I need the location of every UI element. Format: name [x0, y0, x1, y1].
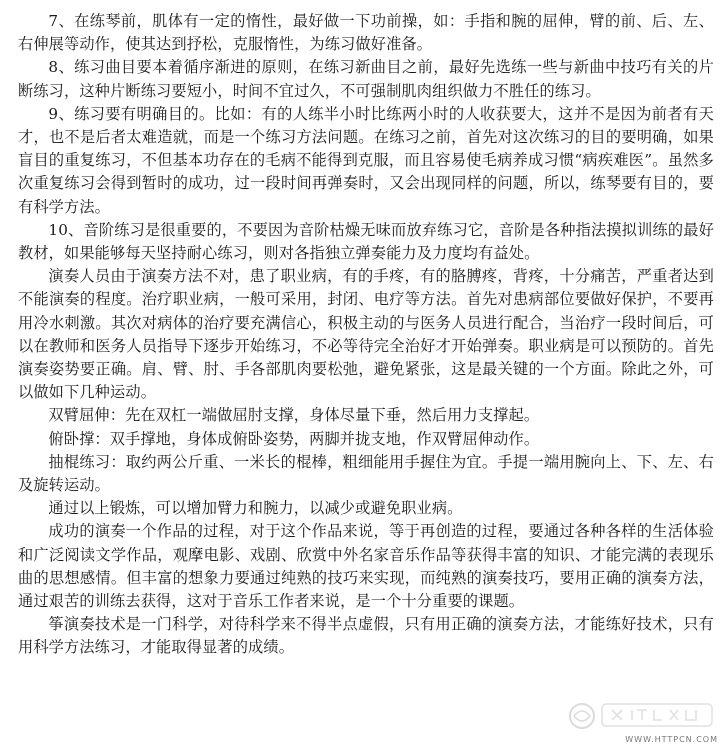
- paragraph-10-scale-practice: 10、音阶练习是很重要的，不要因为音阶枯燥无味而放弃练习它，音阶是各种指法摸拟训练的最好教材，如果能够每天坚持耐心练习，则对各指独立弹奏能力及力度均有益处。: [18, 220, 714, 263]
- paragraph-9-clear-purpose: 9、练习要有明确目的。比如：有的人练半小时比练两小时的人收获要大，这并不是因为前者有天才，也不是后者太难造就，而是一个练习方法问题。在练习之前，首先对这次练习的目的要明确，如果盲目的重复练习，不但基本功存在的毛病不能得到克服，而且容易使毛病养成习惯“病疾难医”。虽然多次重复练习会得到暂时的成功，过一段时间再弹奏时，又会出现同样的问题，所以，练琴要有目的，要有科学方法。: [18, 104, 714, 216]
- paragraph-8-gradual-practice: 8、练习曲目要本着循序渐进的原则，在练习新曲目之前，最好先选练一些与新曲中技巧有关的片断练习，这种片断练习要短小，时间不宜过久，不可强制肌肉组织做力不胜任的练习。: [18, 58, 714, 100]
- paragraph-occupational-disease: 演奏人员由于演奏方法不对，患了职业病，有的手疼，有的胳膊疼，背疼，十分痛苦，严重者达到不能演奏的程度。治疗职业病，一般可采用，封闭、电疗等方法。首先对患病部位要做好保护，不要再用冷水刺激。其次对病体的治疗要充满信心，积极主动的与医务人员进行配合，当治疗一段时间后，可以在教师和医务人员指导下逐步开始练习，不必等待完全治好才开始弹奏。职业病是可以预防的。首先演奏姿势要正确。肩、臂、肘、手各部肌肉要松弛，避免紧张，这是最关键的一个方面。除此之外，可以做如下几种运动。: [18, 267, 714, 402]
- paragraph-exercise-summary: 通过以上锻炼，可以增加臂力和腕力，以减少或避免职业病。: [48, 499, 463, 518]
- paragraph-zheng-technique: 筝演奏技术是一门科学，对待科学来不得半点虚假，只有用正确的演奏方法，才能练好技术，只有用科学方法练习，才能取得显著的成绩。: [18, 615, 714, 657]
- paragraph-pushup-exercise: 俯卧撑：双手撑地，身体成俯卧姿势，两脚并拢支地，作双臂屈伸动作。: [48, 429, 540, 448]
- paragraph-successful-performance: 成功的演奏一个作品的过程，对于这个作品来说，等于再创造的过程，要通过各种各样的生活体验和广泛阅读文学作品，观摩电影、戏剧、欣赏中外名家音乐作品等获得丰富的知识、才能完满的表现乐曲的思想感情。但丰富的想象力要通过纯熟的技巧来实现，而纯熟的演奏技巧，要用正确的演奏方法，通过艰苦的训练去获得，这对于音乐工作者来说，是一个十分重要的课题。: [18, 522, 714, 611]
- watermark-text: WWW.HTTPCN.COM: [625, 735, 718, 744]
- paragraph-7-warmup: 7、在练琴前，肌体有一定的惰性，最好做一下功前操，如：手指和腕的屈伸，臂的前、后、左、右伸展等动作，使其达到抒松，克服惰性，为练习做好准备。: [18, 12, 714, 54]
- paragraph-stick-exercise: 抽棍练习：取约两公斤重、一米长的棍棒，粗细能用手握住为宜。手提一端用腕向上、下、左、右及旋转运动。: [18, 452, 714, 495]
- paragraph-dips-exercise: 双臂屈伸：先在双杠一端做屈肘支撑，身体尽量下垂，然后用力支撑起。: [48, 406, 540, 425]
